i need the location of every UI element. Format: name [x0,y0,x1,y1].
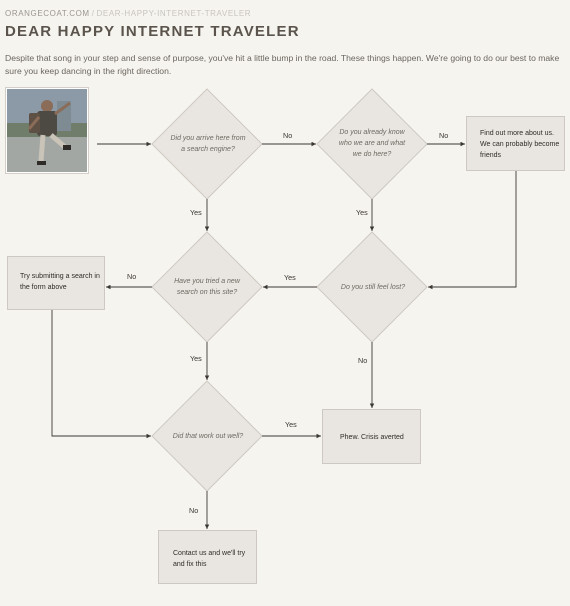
question-know-us: Do you already know who we are and what we do here? [338,129,406,158]
connector-findout-q3 [428,171,516,287]
label-q1-yes: Yes [190,208,202,217]
outcome-try-search-text: Try submitting a search in the form above [20,273,100,291]
label-q1-no: No [283,131,293,140]
label-q2-no: No [439,131,449,140]
question-search-engine: Did you arrive here from a search engine? [170,135,246,153]
label-q4-no: No [127,272,137,281]
intro-text: Despite that song in your step and sense of purpose, you've hit a little bump in the road. These things happen. We're going to do our best to make sure you keep dancing in the right direction. [5,53,560,76]
question-new-search: Have you tried a new search on this site? [174,278,240,296]
question-still-lost: Do you still feel lost? [340,284,406,291]
outcome-contact-text: Contact us and we'll try and fix this [173,550,246,568]
outcome-find-out-box [466,116,565,171]
outcome-find-out-text: Find out more about us. We can probably become friends [480,130,560,159]
label-q2-yes: Yes [356,208,368,217]
question-work-out: Did that work out well? [172,433,244,440]
outcome-try-search-box [7,256,105,310]
label-q3-no: No [358,356,368,365]
connector-trysearch-q5 [52,310,151,436]
outcome-contact-box [158,530,257,584]
label-q5-no: No [189,506,199,515]
label-q3-yes: Yes [284,273,296,282]
page-title: DEAR HAPPY INTERNET TRAVELER [5,23,300,40]
breadcrumb-home-link[interactable]: ORANGECOAT.COM [5,9,90,18]
label-q4-yes: Yes [190,354,202,363]
outcome-crisis-text: Phew. Crisis averted [340,434,404,441]
outcome-crisis-box [322,409,421,464]
breadcrumb-separator: / [91,9,95,18]
label-q5-yes: Yes [285,420,297,429]
breadcrumb-current: DEAR-HAPPY-INTERNET-TRAVELER [96,9,252,18]
